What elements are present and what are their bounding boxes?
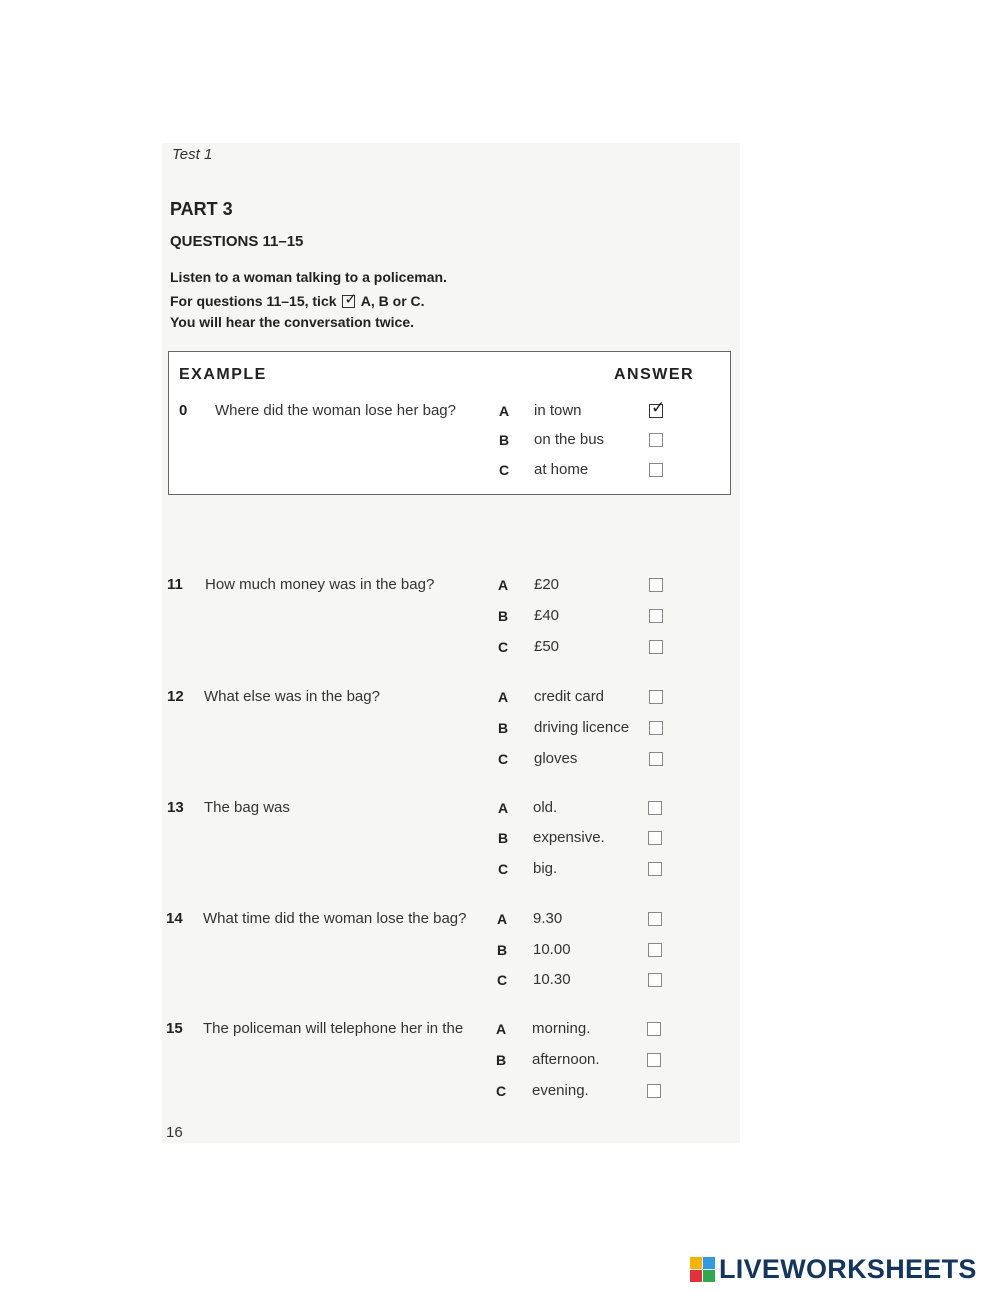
example-option-letter: B [499,432,510,448]
answer-checkbox[interactable] [649,721,663,735]
liveworksheets-icon [690,1257,715,1282]
option-letter: B [496,1052,507,1068]
instruction-line-3: You will hear the conversation twice. [170,314,415,330]
questions-range: QUESTIONS 11–15 [170,233,304,250]
page-number: 16 [166,1124,183,1141]
part-title: PART 3 [170,199,233,219]
option-letter: C [497,972,508,988]
example-option-text: on the bus [534,431,605,448]
example-option-text: at home [534,461,589,478]
question-text: What else was in the bag? [204,688,380,705]
option-letter: B [497,942,508,958]
option-letter: B [498,608,509,624]
question-text: What time did the woman lose the bag? [203,910,467,927]
answer-checkbox[interactable] [649,752,663,766]
option-text: 9.30 [533,910,563,927]
option-text: afternoon. [532,1051,600,1068]
option-letter: A [498,577,509,593]
answer-checkbox[interactable] [649,690,663,704]
instruction-line-2-start: For questions 11–15, tick [170,293,337,309]
answer-checkbox[interactable] [648,943,662,957]
logo-square [703,1270,715,1282]
test-label: Test 1 [172,146,213,163]
example-answer-checkbox [649,463,663,477]
answer-checkbox[interactable] [648,831,662,845]
question-number: 13 [167,799,184,816]
instruction-line-2-end: A, B or C. [360,293,425,309]
option-letter: A [497,911,508,927]
instruction-line-1: Listen to a woman talking to a policeman. [170,269,447,285]
example-number: 0 [179,402,188,419]
logo-square [703,1257,715,1269]
option-text: expensive. [533,829,605,846]
question-text: How much money was in the bag? [205,576,435,593]
option-text: credit card [534,688,605,705]
question-number: 15 [166,1020,183,1037]
option-text: £20 [534,576,560,593]
example-option-text: in town [534,402,582,419]
question-number: 12 [167,688,184,705]
answer-checkbox[interactable] [648,801,662,815]
option-text: £50 [534,638,560,655]
answer-checkbox[interactable] [647,1022,661,1036]
liveworksheets-logo [690,1252,977,1286]
option-text: old. [533,799,558,816]
answer-heading: ANSWER [614,366,695,383]
example-answer-checkbox [649,404,663,418]
option-text: big. [533,860,558,877]
option-letter: C [498,639,509,655]
option-letter: C [498,861,509,877]
example-answer-checkbox [649,433,663,447]
option-text: gloves [534,750,578,767]
answer-checkbox[interactable] [648,973,662,987]
example-option-letter: A [499,403,510,419]
option-letter: C [496,1083,507,1099]
option-letter: A [498,689,509,705]
brand-name: LIVEWORKSHEETS [719,1253,977,1284]
option-letter: B [498,720,509,736]
option-letter: B [498,830,509,846]
logo-square [690,1270,702,1282]
question-text: The policeman will telephone her in the [203,1020,464,1037]
example-question: Where did the woman lose her bag? [215,402,456,419]
answer-checkbox[interactable] [649,640,663,654]
question-number: 11 [167,576,183,593]
answer-checkbox[interactable] [648,912,662,926]
option-text: £40 [534,607,560,624]
question-text: The bag was [204,799,290,816]
answer-checkbox[interactable] [649,609,663,623]
example-option-letter: C [499,462,510,478]
question-number: 14 [166,910,183,927]
option-letter: A [496,1021,507,1037]
option-text: 10.30 [533,971,571,988]
answer-checkbox[interactable] [647,1053,661,1067]
option-letter: A [498,800,509,816]
option-text: morning. [532,1020,591,1037]
option-text: evening. [532,1082,589,1099]
answer-checkbox[interactable] [648,862,662,876]
option-text: 10.00 [533,941,571,958]
tick-icon [342,295,355,308]
example-heading: EXAMPLE [179,366,267,383]
answer-checkbox[interactable] [649,578,663,592]
logo-square [690,1257,702,1269]
answer-checkbox[interactable] [647,1084,661,1098]
option-letter: C [498,751,509,767]
instruction-line-2 [170,293,425,309]
option-text: driving licence [534,719,630,736]
